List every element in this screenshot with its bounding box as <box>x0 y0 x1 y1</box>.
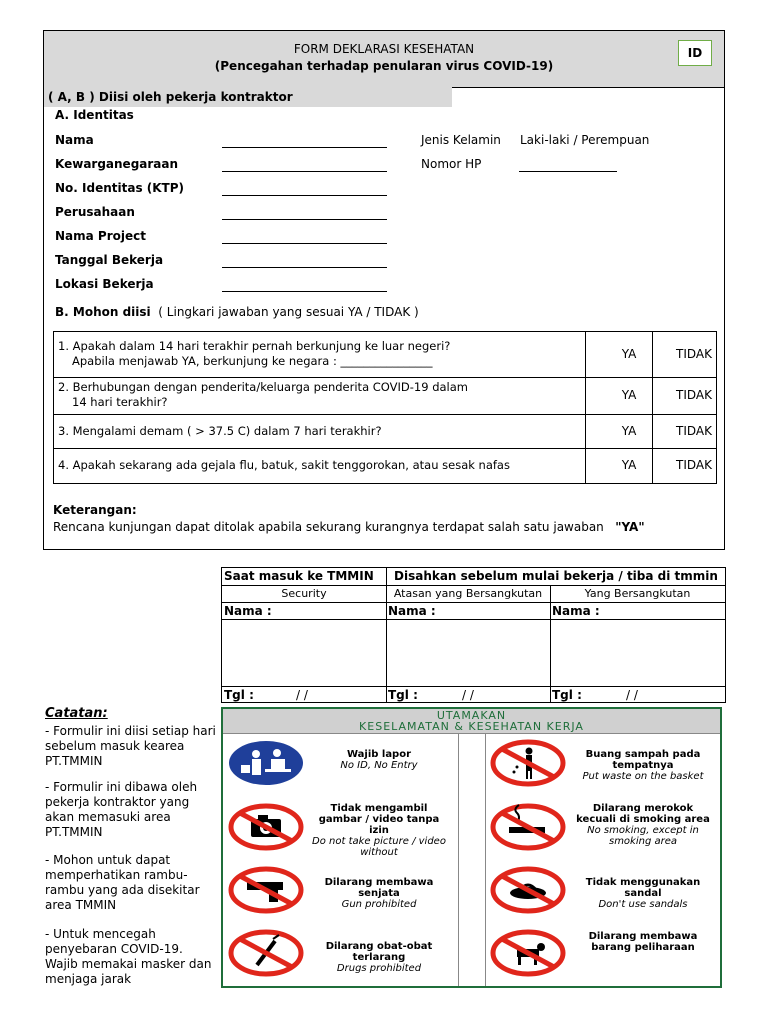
field-label-ktp: No. Identitas (KTP) <box>55 181 185 195</box>
answer-yes[interactable]: YA <box>621 458 637 472</box>
no-sandals-icon <box>489 866 567 914</box>
sign-caption <box>573 931 713 953</box>
no-pets-icon <box>489 929 567 977</box>
sign-title: Wajib lapor <box>346 749 412 760</box>
section-b-heading <box>55 305 419 319</box>
no-drugs-icon <box>227 929 305 977</box>
approval-date-slashes: / / <box>626 688 638 702</box>
approval-divider <box>222 585 725 586</box>
approval-name-worker[interactable]: Nama : <box>552 604 600 618</box>
answer-no[interactable]: TIDAK <box>676 424 712 438</box>
sign-subtitle: No ID, No Entry <box>340 760 418 771</box>
no-weapon-icon <box>227 866 305 914</box>
form-title: FORM DEKLARASI KESEHATAN <box>293 42 475 56</box>
answer-no[interactable]: TIDAK <box>676 347 712 361</box>
section-a-heading: A. Identitas <box>55 108 134 122</box>
approval-subheader-worker: Yang Bersangkutan <box>584 587 691 600</box>
field-label-tanggal: Tanggal Bekerja <box>55 253 164 267</box>
sign-subtitle: Put waste on the basket <box>582 771 704 782</box>
question-text-cont: 14 hari terakhir? <box>72 395 168 409</box>
approval-date-slashes: / / <box>296 688 308 702</box>
phone-label: Nomor HP <box>421 157 482 171</box>
note-item: - Untuk mencegah penyebaran COVID-19. Wajib memakai masker dan menjaga jarak <box>45 927 212 986</box>
language-badge: ID <box>678 40 712 66</box>
sign-subtitle: No smoking, except in smoking area <box>587 825 699 847</box>
question-text: 4. Apakah sekarang ada gejala flu, batuk, sakit tenggorokan, atau sesak nafas <box>58 458 510 472</box>
field-label-nama: Nama <box>55 133 94 147</box>
approval-col23-header: Disahkan sebelum mulai bekerja / tiba di tmmin <box>394 569 718 583</box>
question-text: 2. Berhubungan dengan penderita/keluarga penderita COVID-19 dalam <box>58 380 468 394</box>
answer-yes[interactable]: YA <box>621 388 637 402</box>
sign-subtitle: Don't use sandals <box>598 899 688 910</box>
sign-subtitle: Gun prohibited <box>341 899 417 910</box>
safety-signs-panel <box>221 707 722 988</box>
question-row <box>54 449 716 483</box>
form-header <box>44 31 724 88</box>
field-label-lokasi: Lokasi Bekerja <box>55 277 154 291</box>
gender-label: Jenis Kelamin <box>421 133 501 147</box>
note-text-line <box>53 520 645 534</box>
question-table <box>53 331 717 484</box>
sign-title: Tidak menggunakan sandal <box>585 877 701 899</box>
approval-date-slashes: / / <box>462 688 474 702</box>
sign-subtitle: Do not take picture / video without <box>312 836 446 858</box>
field-label-perusahaan: Perusahaan <box>55 205 135 219</box>
field-line-project[interactable] <box>222 243 387 244</box>
field-line-tanggal[interactable] <box>222 267 387 268</box>
sign-caption <box>309 941 449 974</box>
sign-caption <box>573 877 713 910</box>
notes-title: Catatan: <box>45 706 108 721</box>
sign-title: Dilarang membawa barang peliharaan <box>588 931 698 953</box>
answer-no[interactable]: TIDAK <box>676 458 712 472</box>
sign-title: Dilarang merokok kecuali di smoking area <box>576 803 710 825</box>
field-line-perusahaan[interactable] <box>222 219 387 220</box>
section-b-title: B. Mohon diisi <box>55 305 151 319</box>
answer-no[interactable]: TIDAK <box>676 388 712 402</box>
question-row <box>54 332 716 378</box>
sign-title: Tidak mengambil gambar / video tanpa izin <box>318 803 440 836</box>
approval-subheader-supervisor: Atasan yang Bersangkutan <box>393 587 543 600</box>
note-item: - Formulir ini dibawa oleh pekerja kontraktor yang akan memasuki area PT.TMMIN <box>45 780 198 839</box>
sign-subtitle: Drugs prohibited <box>336 963 422 974</box>
note-item: - Mohon untuk dapat memperhatikan rambu-rambu yang ada disekitar area TMMIN <box>45 853 200 912</box>
question-row <box>54 415 716 449</box>
phone-line[interactable] <box>519 171 617 172</box>
field-label-project: Nama Project <box>55 229 146 243</box>
approval-name-security[interactable]: Nama : <box>224 604 272 618</box>
answer-yes[interactable]: YA <box>621 424 637 438</box>
gender-options[interactable]: Laki-laki / Perempuan <box>520 133 650 147</box>
no-camera-icon <box>227 803 305 851</box>
field-line-ktp[interactable] <box>222 195 387 196</box>
sign-title: Dilarang obat-obat terlarang <box>325 941 433 963</box>
approval-date-worker[interactable]: Tgl : <box>552 688 582 702</box>
signs-header-line1: UTAMAKAN <box>436 709 507 722</box>
approval-divider <box>222 619 725 620</box>
approval-date-supervisor[interactable]: Tgl : <box>388 688 418 702</box>
question-text-cont: Apabila menjawab YA, berkunjung ke negara : ________________ <box>72 354 433 368</box>
signs-header <box>223 709 720 734</box>
section-ab-heading: ( A, B ) Diisi oleh pekerja kontraktor <box>44 87 452 107</box>
approval-col1-header: Saat masuk ke TMMIN <box>224 569 374 583</box>
approval-subheader-security: Security <box>281 587 327 600</box>
signs-header-line2: KESELAMATAN & KESEHATAN KERJA <box>359 720 584 733</box>
approval-date-security[interactable]: Tgl : <box>224 688 254 702</box>
approval-divider <box>222 686 725 687</box>
note-text: Rencana kunjungan dapat ditolak apabila sekurang kurangnya terdapat salah satu jawaban <box>53 520 604 534</box>
note-emphasis: "YA" <box>615 520 645 534</box>
question-text: 1. Apakah dalam 14 hari terakhir pernah berkunjung ke luar negeri? <box>58 339 451 353</box>
field-line-nama[interactable] <box>222 147 387 148</box>
section-b-hint: ( Lingkari jawaban yang sesuai YA / TIDAK ) <box>158 305 419 319</box>
approval-name-supervisor[interactable]: Nama : <box>388 604 436 618</box>
sign-caption <box>309 877 449 910</box>
sign-caption <box>309 803 449 858</box>
sign-caption <box>309 749 449 771</box>
question-text: 3. Mengalami demam ( > 37.5 C) dalam 7 hari terakhir? <box>58 424 382 438</box>
report-icon <box>227 739 305 787</box>
field-line-kewarganegaraan[interactable] <box>222 171 387 172</box>
sign-title: Dilarang membawa senjata <box>324 877 434 899</box>
note-item: - Formulir ini diisi setiap hari sebelum masuk kearea PT.TMMIN <box>45 724 216 768</box>
form-subtitle: (Pencegahan terhadap penularan virus COVID-19) <box>214 59 554 73</box>
question-row <box>54 378 716 415</box>
sign-title: Buang sampah pada tempatnya <box>585 749 701 771</box>
approval-divider <box>386 568 387 585</box>
no-littering-icon <box>489 739 567 787</box>
field-label-kewarganegaraan: Kewarganegaraan <box>55 157 179 171</box>
approval-divider <box>222 602 725 603</box>
sign-caption <box>573 749 713 782</box>
signs-divider <box>485 734 486 986</box>
field-line-lokasi[interactable] <box>222 291 387 292</box>
no-smoking-icon <box>489 803 567 851</box>
signs-divider <box>458 734 459 986</box>
health-declaration-form <box>43 30 725 550</box>
approval-table <box>221 567 726 703</box>
sign-caption <box>573 803 713 847</box>
answer-yes[interactable]: YA <box>621 347 637 361</box>
note-title: Keterangan: <box>53 503 137 517</box>
